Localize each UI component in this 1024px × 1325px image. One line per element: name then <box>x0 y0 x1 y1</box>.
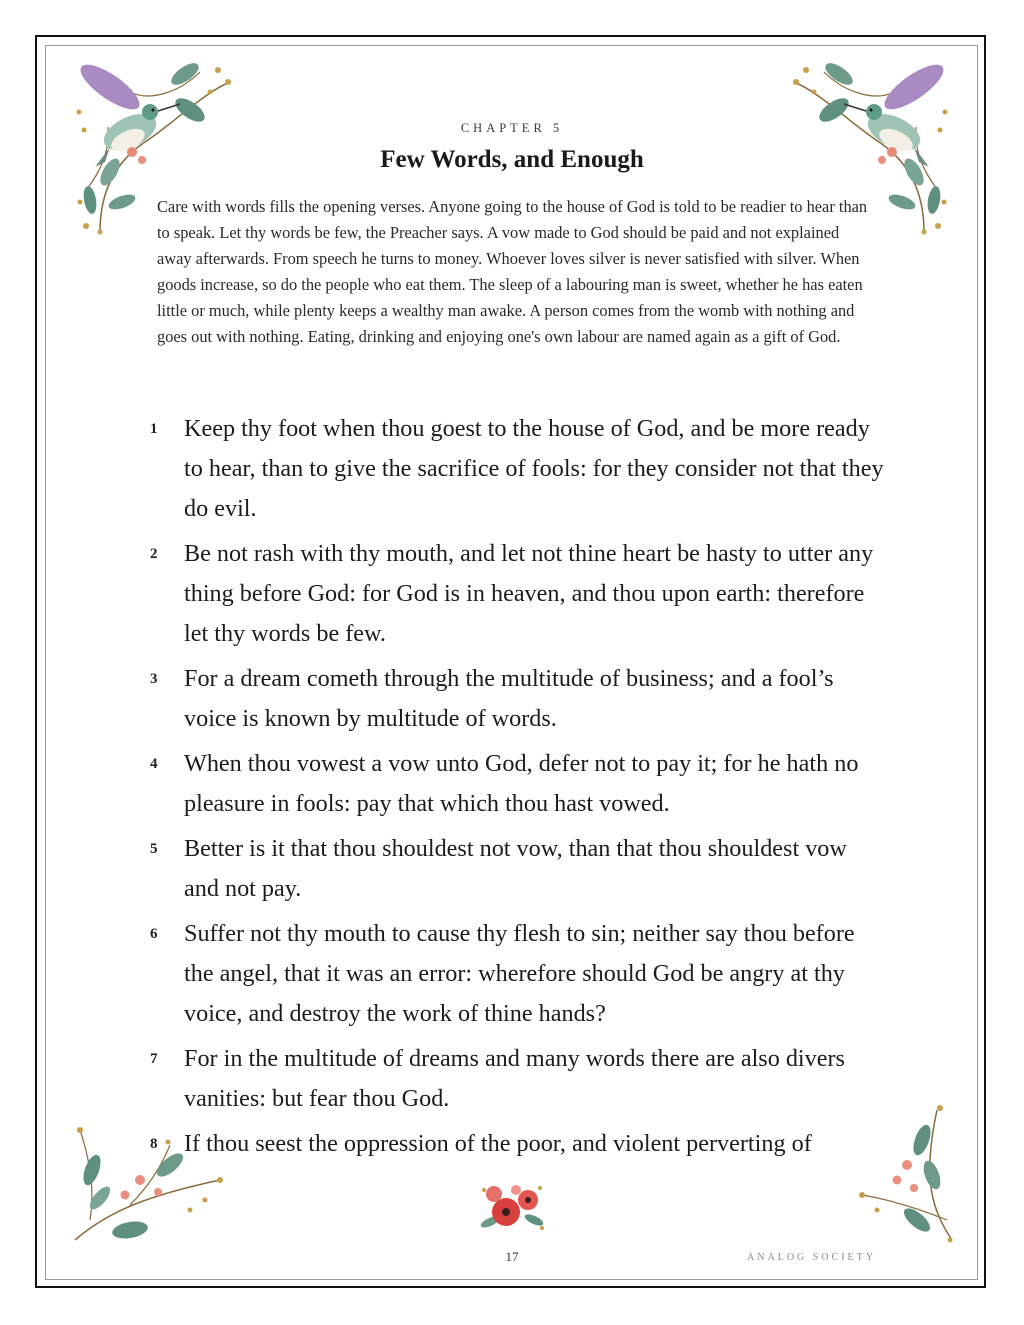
verse-text: For a dream cometh through the multitude of business; and a fool’s voice is known by multitude of words. <box>184 665 834 732</box>
verse-number: 4 <box>150 756 158 772</box>
verse-text: Better is it that thou shouldest not vow, than that thou shouldest vow and not pay. <box>184 835 847 902</box>
verse-number: 8 <box>150 1136 158 1152</box>
page-number: 17 <box>505 1249 519 1264</box>
verse-list <box>0 409 1024 1169</box>
verse-number: 1 <box>150 421 158 437</box>
chapter-summary: Care with words fills the opening verses. Anyone going to the house of God is told to be readier to hear than to speak. Let thy words be few, the Preacher says. A vow made to God should be paid and not explained away afterwards. From speech he turns to money. Whoever loves silver is never satisfied with silver. When goods increase, so do the people who eat them. The sleep of a labouring man is sweet, whether he has eaten little or much, while plenty keeps a wealthy man awake. A person comes from the womb with nothing and goes out with nothing. Eating, drinking and enjoying one's own labour are named again as a gift of God. <box>157 197 868 346</box>
verse-number: 5 <box>150 841 158 857</box>
verse-text: Be not rash with thy mouth, and let not thine heart be hasty to utter any thing before God: for God is in heaven, and thou upon earth: therefore let thy words be few. <box>184 540 874 647</box>
verse <box>0 409 1024 529</box>
verse-number: 7 <box>150 1051 158 1067</box>
verse-text: When thou vowest a vow unto God, defer not to pay it; for he hath no pleasure in fools: pay that which thou hast vowed. <box>184 750 859 817</box>
verse-text: Suffer not thy mouth to cause thy flesh to sin; neither say thou before the angel, that it was an error: wherefore should God be angry at thy voice, and destroy the work of thine hands? <box>184 920 855 1027</box>
chapter-label: CHAPTER 5 <box>460 121 564 135</box>
verse-text: If thou seest the oppression of the poor, and violent perverting of <box>184 1130 812 1157</box>
verse <box>0 534 1024 654</box>
verse-text: Keep thy foot when thou goest to the house of God, and be more ready to hear, than to give the sacrifice of fools: for they consider not that they do evil. <box>184 415 884 522</box>
verse <box>0 1039 1024 1119</box>
verse <box>0 829 1024 909</box>
verse <box>0 659 1024 739</box>
verse-number: 3 <box>150 671 158 687</box>
footer-brand: ANALOG SOCIETY <box>747 1252 876 1263</box>
verse <box>0 914 1024 1034</box>
verse-number: 6 <box>150 926 158 942</box>
poppy-bouquet-icon <box>476 1180 548 1238</box>
chapter-title: Few Words, and Enough <box>380 146 644 173</box>
verse <box>0 1124 1024 1164</box>
verse-number: 2 <box>150 546 158 562</box>
verse <box>0 744 1024 824</box>
verse-text: For in the multitude of dreams and many words there are also divers vanities: but fear thou God. <box>184 1045 845 1112</box>
